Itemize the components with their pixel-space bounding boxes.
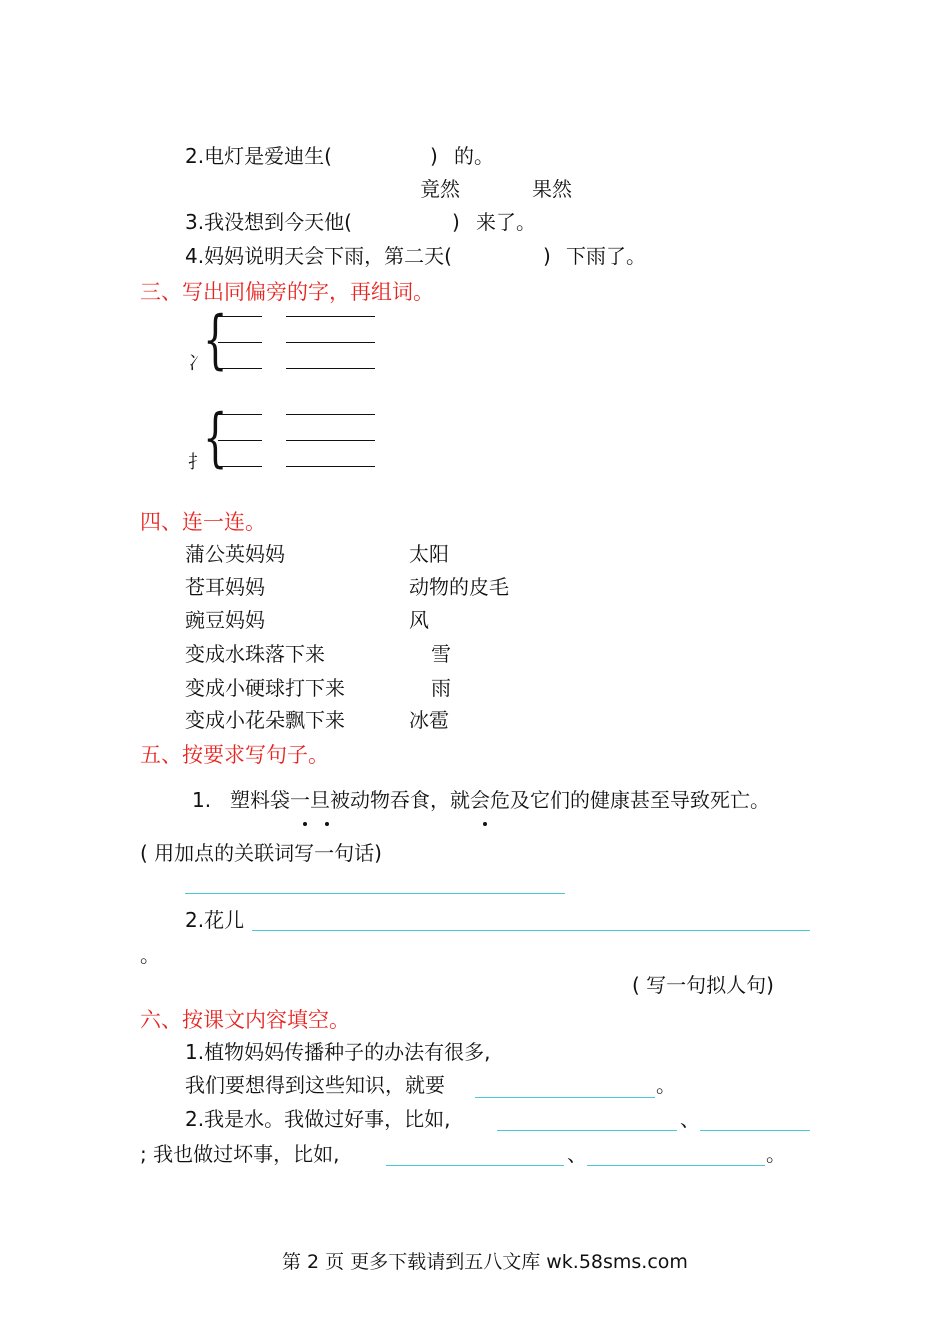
section6-title: 六、按课文内容填空。	[140, 1008, 350, 1032]
answer-line[interactable]	[475, 1097, 655, 1098]
word-blank[interactable]	[286, 440, 375, 441]
match-left-item[interactable]: 变成小花朵飘下来	[185, 708, 345, 732]
char-blank[interactable]	[218, 414, 262, 415]
brace-2: {	[203, 401, 228, 475]
q5-2-label: 2.花儿	[185, 908, 245, 932]
answer-line[interactable]	[386, 1165, 564, 1166]
q3-part-a: 3.我没想到今天他(	[185, 210, 352, 234]
match-right-item[interactable]: 雪	[431, 642, 451, 666]
q6-2-line2: ; 我也做过坏事，比如,	[140, 1142, 340, 1166]
page-footer: 第 2 页 更多下载请到五八文库 wk.58sms.com	[282, 1251, 688, 1273]
q4-part-c: 下雨了。	[566, 244, 646, 268]
q5-2-end: 。	[140, 943, 160, 967]
radical-1: 冫	[188, 353, 206, 374]
match-left-item[interactable]: 蒲公英妈妈	[185, 542, 285, 566]
q6-1-line2: 我们要想得到这些知识，就要	[185, 1073, 445, 1097]
match-right-item[interactable]: 风	[409, 608, 429, 632]
option-2: 果然	[532, 177, 572, 201]
q3-part-c: 来了。	[476, 210, 536, 234]
section3-title: 三、写出同偏旁的字，再组词。	[140, 280, 434, 304]
word-blank[interactable]	[286, 342, 375, 343]
match-right-item[interactable]: 冰雹	[409, 708, 449, 732]
answer-line[interactable]	[587, 1165, 765, 1166]
match-right-item[interactable]: 太阳	[409, 542, 449, 566]
answer-line[interactable]	[252, 930, 810, 931]
option-1: 竟然	[420, 177, 460, 201]
match-left-item[interactable]: 豌豆妈妈	[185, 608, 265, 632]
radical-2: 扌	[188, 452, 206, 473]
q3-paren-close: )	[452, 210, 460, 234]
emphasis-dot	[483, 822, 487, 826]
q6-2-separator: 、	[680, 1107, 700, 1131]
q6-1-line1: 1.植物妈妈传播种子的办法有很多,	[185, 1040, 491, 1064]
answer-line[interactable]	[700, 1130, 810, 1131]
match-right-item[interactable]: 雨	[431, 676, 451, 700]
match-left-item[interactable]: 变成水珠落下来	[185, 642, 325, 666]
section4-title: 四、连一连。	[140, 510, 266, 534]
q4-part-a: 4.妈妈说明天会下雨，第二天(	[185, 244, 452, 268]
word-blank[interactable]	[286, 316, 375, 317]
word-blank[interactable]	[286, 414, 375, 415]
q6-2-line2-separator: 、	[567, 1142, 587, 1166]
match-right-item[interactable]: 动物的皮毛	[409, 575, 509, 599]
word-blank[interactable]	[286, 368, 375, 369]
char-blank[interactable]	[218, 316, 262, 317]
word-blank[interactable]	[286, 466, 375, 467]
char-blank[interactable]	[218, 368, 262, 369]
match-left-item[interactable]: 苍耳妈妈	[185, 575, 265, 599]
q6-2-line1: 2.我是水。我做过好事，比如,	[185, 1107, 451, 1131]
char-blank[interactable]	[218, 440, 262, 441]
q5-1-number: 1.	[192, 788, 212, 812]
brace-1: {	[203, 303, 228, 377]
match-left-item[interactable]: 变成小硬球打下来	[185, 676, 345, 700]
char-blank[interactable]	[218, 342, 262, 343]
q2-part-a: 2.电灯是爱迪生(	[185, 144, 332, 168]
q6-1-end: 。	[656, 1073, 676, 1097]
q5-1-hint: ( 用加点的关联词写一句话)	[140, 841, 382, 865]
section5-title: 五、按要求写句子。	[140, 743, 329, 767]
answer-line[interactable]	[497, 1130, 677, 1131]
emphasis-dot	[303, 822, 307, 826]
q6-2-line2-end: 。	[766, 1142, 786, 1166]
q2-paren-close: )	[430, 144, 438, 168]
q2-part-c: 的。	[454, 144, 494, 168]
q5-2-hint: ( 写一句拟人句)	[632, 973, 774, 997]
char-blank[interactable]	[218, 466, 262, 467]
q5-1-sentence: 塑料袋一旦被动物吞食，就会危及它们的健康甚至导致死亡。	[230, 788, 770, 812]
emphasis-dot	[325, 822, 329, 826]
answer-line[interactable]	[185, 893, 565, 894]
q4-paren-close: )	[543, 244, 551, 268]
